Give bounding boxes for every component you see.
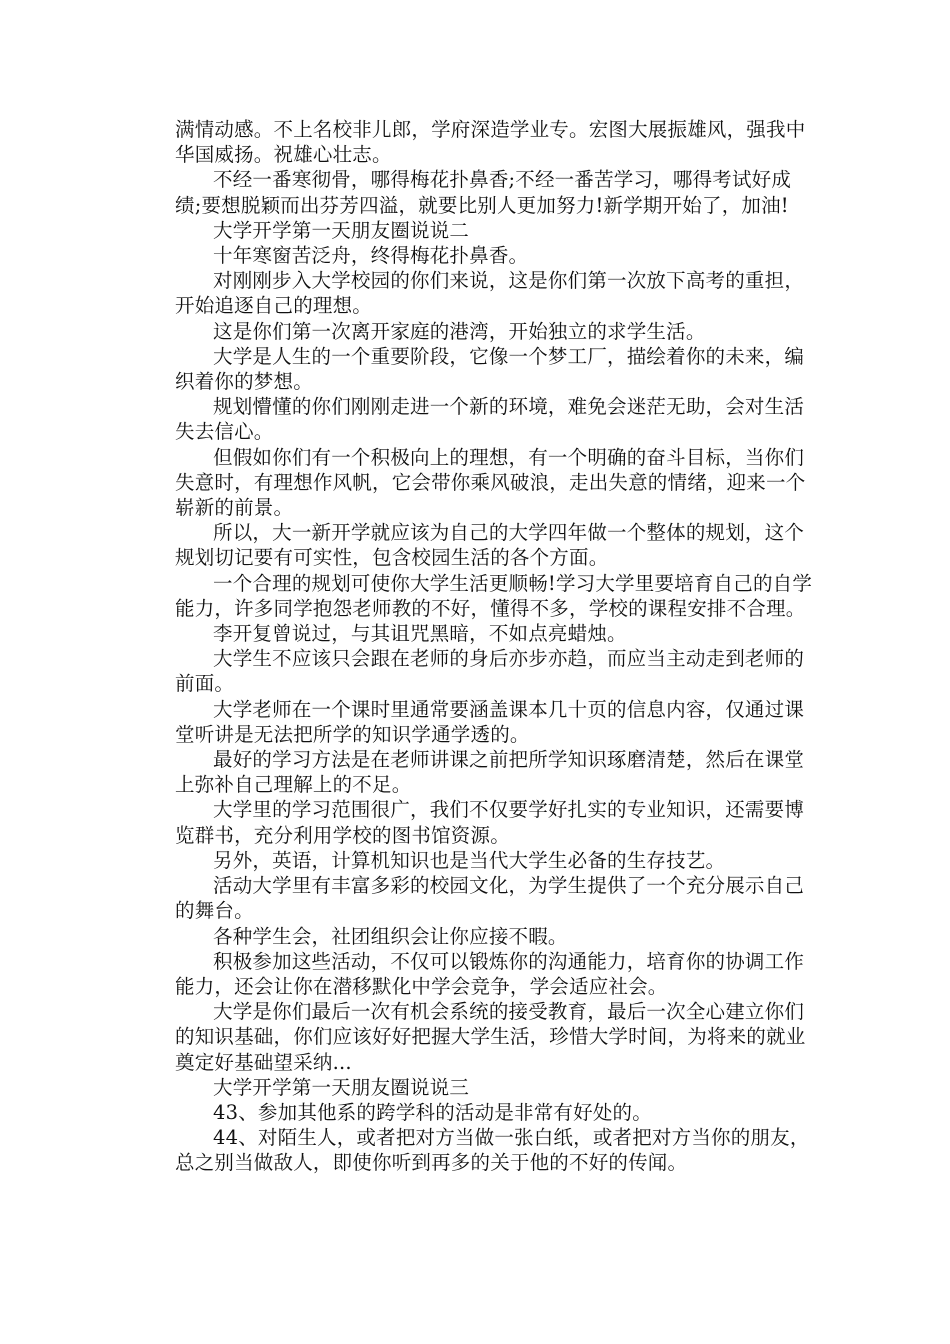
- paragraph: 这是你们第一次离开家庭的港湾，开始独立的求学生活。: [213, 319, 706, 343]
- section-heading: 大学开学第一天朋友圈说说二: [213, 218, 470, 242]
- paragraph: 另外，英语，计算机知识也是当代大学生必备的生存技艺。: [213, 848, 726, 872]
- paragraph: 43、参加其他系的跨学科的活动是非常有好处的。: [213, 1100, 652, 1124]
- paragraph: 规划懵懂的你们刚刚走进一个新的环境，难免会迷茫无助，会对生活失去信心。: [175, 395, 805, 444]
- paragraph: 十年寒窗苦泛舟，终得梅花扑鼻香。: [213, 244, 529, 268]
- paragraph: 一个合理的规划可使你大学生活更顺畅!学习大学里要培育自己的自学能力，许多同学抱怨老师教的不好，懂得不多，学校的课程安排不合理。: [175, 571, 813, 620]
- paragraph: 大学老师在一个课时里通常要涵盖课本几十页的信息内容，仅通过课堂听讲是无法把所学的知识学通学透的。: [175, 697, 805, 746]
- paragraph: 不经一番寒彻骨，哪得梅花扑鼻香;不经一番苦学习，哪得考试好成绩;要想脱颖而出芬芳四溢，就要比别人更加努力!新学期开始了，加油!: [175, 168, 792, 217]
- paragraph: 44、对陌生人，或者把对方当做一张白纸，或者把对方当你的朋友，总之别当做敌人，即使你听到再多的关于他的不好的传闻。: [175, 1126, 810, 1175]
- paragraph: 大学是你们最后一次有机会系统的接受教育，最后一次全心建立你们的知识基础，你们应该好好把握大学生活，珍惜大学时间，为将来的就业奠定好基础望采纳...: [175, 1000, 806, 1074]
- paragraph: 最好的学习方法是在老师讲课之前把所学知识琢磨清楚，然后在课堂上弥补自己理解上的不足。: [175, 748, 805, 797]
- paragraph: 李开复曾说过，与其诅咒黑暗，不如点亮蜡烛。: [213, 622, 627, 646]
- paragraph: 大学生不应该只会跟在老师的身后亦步亦趋，而应当主动走到老师的前面。: [175, 647, 805, 696]
- paragraph: 各种学生会，社团组织会让你应接不暇。: [213, 924, 568, 948]
- paragraph: 积极参加这些活动，不仅可以锻炼你的沟通能力，培育你的协调工作能力，还会让你在潜移默化中学会竞争，学会适应社会。: [175, 949, 805, 998]
- paragraph: 大学里的学习范围很广，我们不仅要学好扎实的专业知识，还需要博览群书，充分利用学校的图书馆资源。: [175, 798, 805, 847]
- paragraph: 但假如你们有一个积极向上的理想，有一个明确的奋斗目标，当你们失意时，有理想作风帆，它会带你乘风破浪，走出失意的情绪，迎来一个崭新的前景。: [175, 445, 806, 520]
- paragraph: 所以，大一新开学就应该为自己的大学四年做一个整体的规划，这个规划切记要有可实性，包含校园生活的各个方面。: [175, 521, 805, 570]
- paragraph: 对刚刚步入大学校园的你们来说，这是你们第一次放下高考的重担，开始追逐自己的理想。: [175, 269, 805, 318]
- paragraph: 大学是人生的一个重要阶段，它像一个梦工厂，描绘着你的未来，编织着你的梦想。: [175, 344, 805, 394]
- paragraph: 活动大学里有丰富多彩的校园文化，为学生提供了一个充分展示自己的舞台。: [175, 874, 805, 923]
- document-body: [175, 117, 815, 1176]
- section-heading: 大学开学第一天朋友圈说说三: [213, 1075, 470, 1099]
- paragraph: 满情动感。不上名校非儿郎，学府深造学业专。宏图大展振雄风，强我中华国威扬。祝雄心壮志。: [175, 118, 806, 167]
